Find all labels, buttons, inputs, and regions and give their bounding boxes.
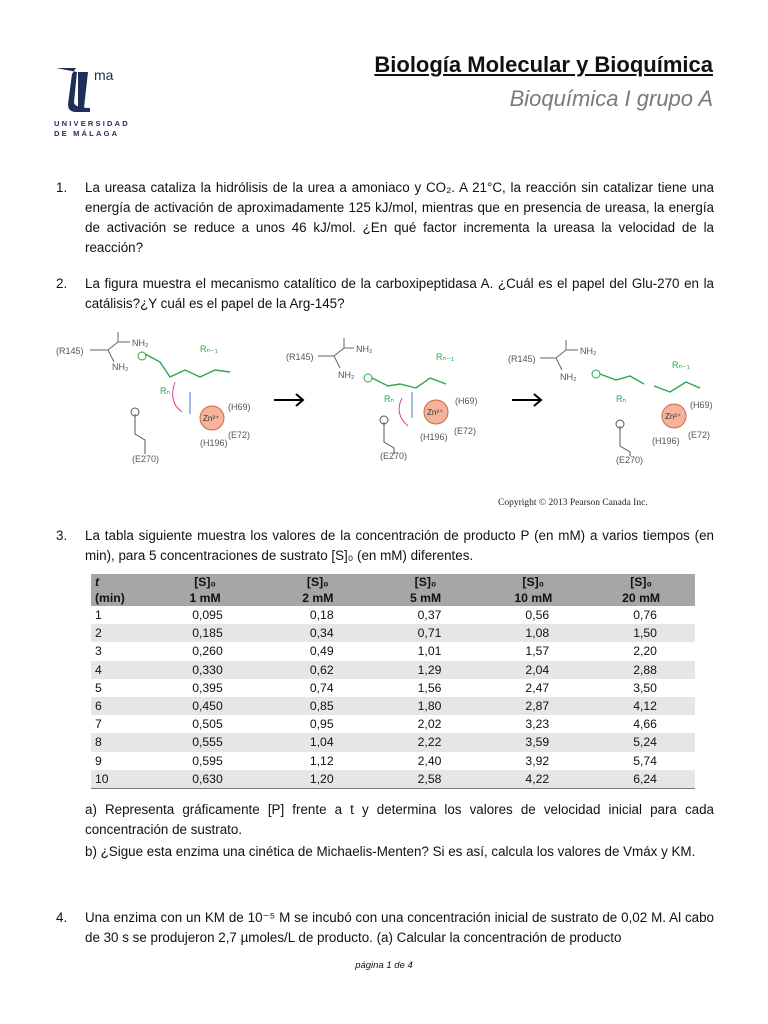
question-2: 2. La figura muestra el mecanismo catalítico de la carboxipeptidasa A. ¿Cuál es el papel del Glu-270 en la catálisis?¿Y cuál es el papel de la Arg-145? <box>56 276 714 311</box>
table-cell: 1,80 <box>372 697 480 715</box>
table-cell: 2,88 <box>587 661 695 679</box>
table-cell: 1,56 <box>417 680 442 695</box>
table-row <box>91 733 695 751</box>
table-cell: 0,395 <box>192 680 223 695</box>
table-cell: 6 <box>91 697 146 715</box>
table-cell: 7 <box>95 717 102 732</box>
table-cell: 1,08 <box>479 624 587 642</box>
table-cell: 2,20 <box>633 644 657 659</box>
table-cell: 0,450 <box>146 697 264 715</box>
svg-text:Rₙ₋₁: Rₙ₋₁ <box>436 352 454 362</box>
table-cell: 0,56 <box>525 608 550 622</box>
svg-text:(R145): (R145) <box>508 354 536 364</box>
svg-text:(H196): (H196) <box>200 438 228 448</box>
table-cell: 2,58 <box>372 770 480 789</box>
table-cell: 0,76 <box>633 608 657 622</box>
svg-text:Zn²⁺: Zn²⁺ <box>665 412 682 421</box>
arrow-icon <box>274 394 303 406</box>
svg-text:Rₙ: Rₙ <box>616 394 627 404</box>
table-cell: 0,95 <box>309 717 334 732</box>
figure-copyright: Copyright © 2013 Pearson Canada Inc. <box>498 498 648 508</box>
table-cell: 2,47 <box>525 680 550 695</box>
data-table <box>91 574 695 789</box>
svg-text:NH₂: NH₂ <box>560 372 577 382</box>
svg-text:(E72): (E72) <box>228 430 251 440</box>
table-cell: 2,04 <box>479 661 587 679</box>
table-cell: 2,87 <box>479 697 587 715</box>
svg-text:(E72): (E72) <box>454 426 477 436</box>
table-row <box>91 770 695 789</box>
table-header-row <box>91 574 695 606</box>
svg-text:(E270): (E270) <box>380 451 408 461</box>
svg-text:(E270): (E270) <box>132 454 160 464</box>
svg-text:Rₙ: Rₙ <box>160 386 171 396</box>
table-row <box>91 642 695 660</box>
table-cell: 4,66 <box>633 717 657 732</box>
column-header: [S]₀ 2 mM <box>264 574 372 606</box>
svg-text:Zn²⁺: Zn²⁺ <box>427 408 444 417</box>
svg-text:(H196): (H196) <box>420 432 448 442</box>
table-cell: 0,37 <box>417 608 442 622</box>
table-cell: 0,185 <box>146 624 264 642</box>
question-3: 3. La tabla siguiente muestra los valores de la concentración de producto P (en mM) a varios tiempos (en min), para 5 concentraciones de sustrato [S]₀ (en mM) diferentes. <box>56 528 714 563</box>
table-row <box>91 752 695 770</box>
table-cell: 1,12 <box>309 753 334 768</box>
table-row <box>91 679 695 697</box>
column-header: [S]₀ 10 mM <box>479 574 587 606</box>
svg-text:NH₂: NH₂ <box>580 346 597 356</box>
table-cell: 0,49 <box>309 644 334 659</box>
svg-text:NH₂: NH₂ <box>112 362 129 372</box>
table-cell: 9 <box>95 753 102 768</box>
svg-text:(H69): (H69) <box>228 402 251 412</box>
table-cell: 0,095 <box>192 608 223 622</box>
svg-text:(R145): (R145) <box>286 352 314 362</box>
table-cell: 0,71 <box>372 624 480 642</box>
svg-text:ma: ma <box>94 67 114 83</box>
table-cell: 0,630 <box>146 770 264 789</box>
table-row <box>91 715 695 733</box>
table-cell: 6,24 <box>587 770 695 789</box>
table-cell: 1,57 <box>525 644 550 659</box>
table-cell: 1,04 <box>264 733 372 751</box>
arrow-icon <box>512 394 541 406</box>
table-cell: 2 <box>91 624 146 642</box>
university-name: UNIVERSIDAD DE MÁLAGA <box>54 119 130 138</box>
table-cell: 0,62 <box>264 661 372 679</box>
table-row <box>91 606 695 624</box>
table-cell: 5,74 <box>633 753 657 768</box>
svg-text:Rₙ₋₁: Rₙ₋₁ <box>672 360 690 370</box>
svg-text:NH₂: NH₂ <box>356 344 373 354</box>
table-cell: 1,20 <box>264 770 372 789</box>
svg-text:(E72): (E72) <box>688 430 711 440</box>
table-cell: 0,18 <box>309 608 334 622</box>
table-cell: 1,50 <box>587 624 695 642</box>
svg-text:(R145): (R145) <box>56 346 84 356</box>
table-row <box>91 661 695 679</box>
mechanism-figure <box>50 322 720 514</box>
table-cell: 1,29 <box>372 661 480 679</box>
table-cell: 2,02 <box>417 717 442 732</box>
table-row <box>91 624 695 642</box>
column-header: [S]₀ 1 mM <box>146 574 264 606</box>
svg-text:(H196): (H196) <box>652 436 680 446</box>
question-3-part-a: a) Representa gráficamente [P] frente a t y determina los valores de velocidad inicial para cada concentración de sustrato. <box>85 802 714 837</box>
table-cell: 0,505 <box>192 717 223 732</box>
svg-text:(H69): (H69) <box>690 400 713 410</box>
table-cell: 3,23 <box>525 717 550 732</box>
table-cell: 4 <box>91 661 146 679</box>
table-cell: 0,74 <box>309 680 334 695</box>
table-cell: 3,59 <box>479 733 587 751</box>
page-title: Biología Molecular y Bioquímica <box>374 52 713 77</box>
table-cell: 0,330 <box>146 661 264 679</box>
table-cell: 2,40 <box>417 753 442 768</box>
table-cell: 4,12 <box>587 697 695 715</box>
column-header: [S]₀ 5 mM <box>372 574 480 606</box>
question-4: 4. Una enzima con un KM de 10⁻⁵ M se incubó con una concentración inicial de sustrato de 0,02 M. Al cabo de 30 s se produjeron 2,7 µmoles/L de producto. (a) Calcular la concentración de producto <box>56 910 714 945</box>
table-cell: 5,24 <box>587 733 695 751</box>
page-number: página 1 de 4 <box>355 960 413 971</box>
table-row <box>91 697 695 715</box>
column-header: t (min) <box>91 574 146 606</box>
svg-text:Rₙ: Rₙ <box>384 394 395 404</box>
svg-text:Rₙ₋₁: Rₙ₋₁ <box>200 344 218 354</box>
svg-text:(E270): (E270) <box>616 455 644 465</box>
svg-text:NH₂: NH₂ <box>338 370 355 380</box>
table-cell: 4,22 <box>479 770 587 789</box>
svg-text:(H69): (H69) <box>455 396 478 406</box>
table-cell: 0,34 <box>264 624 372 642</box>
mechanism-step-2 <box>286 338 478 461</box>
svg-text:NH₂: NH₂ <box>132 338 149 348</box>
table-cell: 10 <box>91 770 146 789</box>
table-cell: 0,85 <box>264 697 372 715</box>
table-cell: 3 <box>95 644 102 659</box>
table-cell: 0,595 <box>192 753 223 768</box>
table-cell: 2,22 <box>372 733 480 751</box>
column-header: [S]₀ 20 mM <box>587 574 695 606</box>
page-subtitle: Bioquímica I grupo A <box>509 86 713 111</box>
question-3-part-b: b) ¿Sigue esta enzima una cinética de Michaelis-Menten? Si es así, calcula los valores de Vmáx y KM. <box>85 844 696 859</box>
table-cell: 3,92 <box>525 753 550 768</box>
table-cell: 0,260 <box>192 644 223 659</box>
mechanism-step-1 <box>56 332 251 464</box>
table-cell: 3,50 <box>633 680 657 695</box>
table-cell: 0,555 <box>146 733 264 751</box>
table-cell: 5 <box>95 680 102 695</box>
svg-text:Zn²⁺: Zn²⁺ <box>203 414 220 423</box>
question-1: 1. La ureasa cataliza la hidrólisis de la urea a amoniaco y CO₂. A 21°C, la reacción sin catalizar tiene una energía de activación de aproximadamente 125 kJ/mol, mientras que en presencia de ureasa, la energía de activación se reduce a unos 46 kJ/mol. ¿En qué factor incrementa la ureasa la velocidad de la reacción? <box>56 180 714 255</box>
table-cell: 1 <box>95 608 102 622</box>
table-cell: 8 <box>91 733 146 751</box>
table-cell: 1,01 <box>417 644 442 659</box>
